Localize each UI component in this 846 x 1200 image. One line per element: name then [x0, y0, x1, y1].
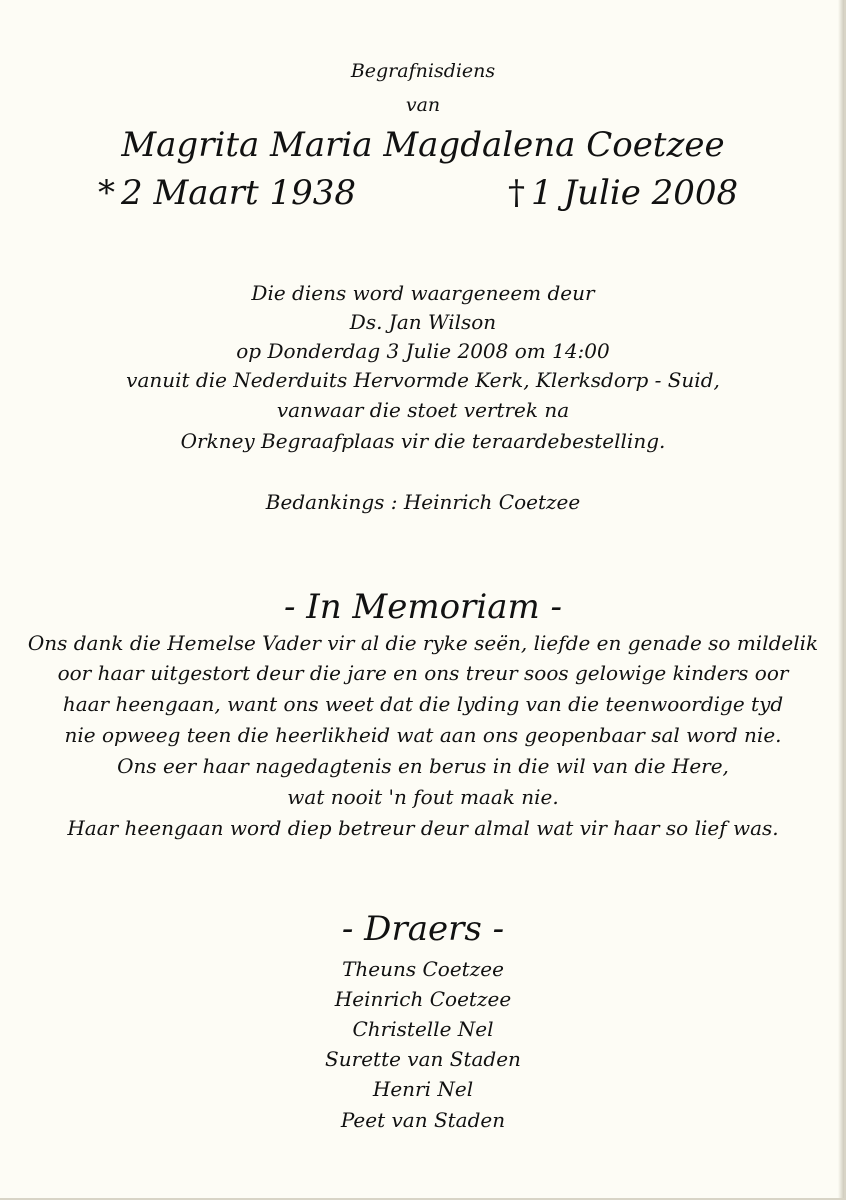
service-line: op Donderdag 3 Julie 2008 om 14:00 [236, 339, 610, 363]
service-line: vanwaar die stoet vertrek na [276, 398, 570, 422]
service-line: Die diens word waargeneem deur [251, 281, 595, 305]
pallbearers-heading: - Draers - [341, 909, 505, 949]
death-date: 1 Julie 2008 [531, 173, 739, 213]
memoriam-line: Ons dank die Hemelse Vader vir al die ryke seën, liefde en genade so mildelik [27, 631, 819, 655]
deceased-name: Magrita Maria Magdalena Coetzee [121, 125, 725, 165]
service-line: Ds. Jan Wilson [349, 310, 497, 334]
memoriam-line: Haar heengaan word diep betreur deur almal wat vir haar so lief was. [67, 816, 779, 840]
memoriam-heading: - In Memoriam - [283, 587, 562, 627]
pallbearer-name: Heinrich Coetzee [334, 987, 512, 1011]
death-cross-icon: † [508, 173, 525, 213]
death-date-group [508, 173, 739, 213]
pallbearer-name: Theuns Coetzee [342, 957, 504, 981]
memoriam-line: Ons eer haar nagedagtenis en berus in die wil van die Here, [117, 754, 729, 778]
memoriam-line: oor haar uitgestort deur die jare en ons treur soos gelowige kinders oor [57, 661, 789, 685]
pallbearer-name: Henri Nel [372, 1077, 474, 1101]
service-line: vanuit die Nederduits Hervormde Kerk, Klerksdorp - Suid, [126, 368, 720, 392]
birth-star-icon: * [98, 173, 115, 213]
service-label: Begrafnisdiens [350, 60, 496, 82]
birth-date: 2 Maart 1938 [121, 173, 357, 213]
thanks-line: Bedankings : Heinrich Coetzee [265, 490, 581, 514]
pallbearer-name: Christelle Nel [352, 1017, 494, 1041]
memoriam-line: nie opweeg teen die heerlikheid wat aan ons geopenbaar sal word nie. [64, 723, 782, 747]
service-line: Orkney Begraafplaas vir die teraardebestelling. [180, 429, 666, 453]
birth-date-group [98, 173, 357, 213]
of-label: van [405, 94, 441, 116]
pallbearer-name: Surette van Staden [325, 1047, 521, 1071]
pallbearer-name: Peet van Staden [340, 1108, 506, 1132]
memoriam-line: haar heengaan, want ons weet dat die lyding van die teenwoordige tyd [62, 692, 784, 716]
dates-row [0, 172, 846, 216]
memoriam-line: wat nooit 'n fout maak nie. [287, 785, 559, 809]
